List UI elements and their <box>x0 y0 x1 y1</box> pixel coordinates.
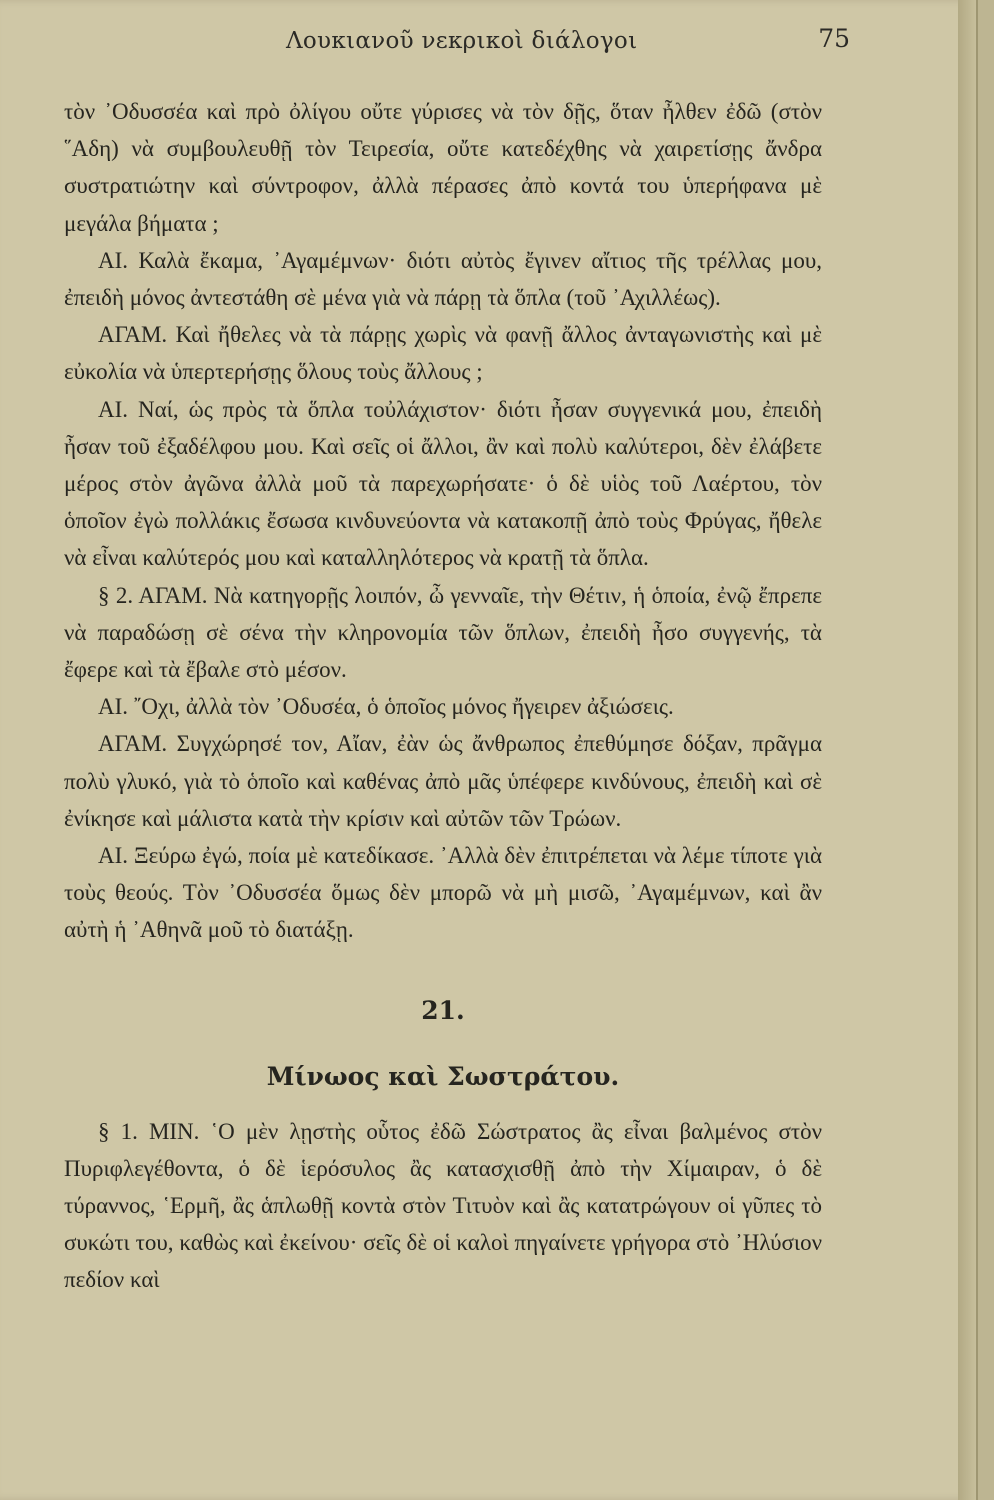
page-number: 75 <box>818 24 850 53</box>
running-title: Λουκιανοῦ νεκρικοὶ διάλογοι <box>286 28 638 54</box>
paragraph: τὸν ᾿Οδυσσέα καὶ πρὸ ὀλίγου οὔτε γύρισες νὰ τὸν δῇς, ὅταν ἦλθεν ἐδῶ (στὸν ῞Αδη) νὰ συμβουλευθῇ τὸν Τειρεσία, οὔτε κατεδέχθης νὰ χαιρετίσῃς ἄνδρα συστρατιώτην καὶ σύντροφον, ἀλλὰ πέρασες ἀπὸ κοντά του ὑπερήφανα μὲ μεγάλα βήματα ; <box>64 99 822 236</box>
paragraph: § 2. ΑΓΑΜ. Νὰ κατηγορῇς λοιπόν, ὦ γενναῖε, τὴν Θέτιν, ἡ ὁποία, ἐνῷ ἔπρεπε νὰ παραδώσῃ σὲ σένα τὴν κληρονομία τῶν ὅπλων, ἐπειδὴ ἦσο συγγενής, τὰ ἔφερε καὶ τὰ ἔβαλε στὸ μέσον. <box>64 582 822 683</box>
running-header <box>60 20 850 60</box>
paragraph: ΑΓΑΜ. Καὶ ἤθελες νὰ τὰ πάρῃς χωρὶς νὰ φανῇ ἄλλος ἀνταγωνιστὴς καὶ μὲ εὐκολία νὰ ὑπερτερήσῃς ὅλους τοὺς ἄλλους ; <box>64 322 822 385</box>
paragraph: ΑΓΑΜ. Συγχώρησέ τον, Αἴαν, ἐὰν ὡς ἄνθρωπος ἐπεθύμησε δόξαν, πρᾶγμα πολὺ γλυκό, γιὰ τὸ ὁποῖο καὶ καθένας ἀπὸ μᾶς ὑπέφερε κινδύνους, ἐπειδὴ καὶ σὲ ἐνίκησε καὶ μάλιστα κατὰ τὴν κρίσιν καὶ αὐτῶν τῶν Τρώων. <box>64 731 822 831</box>
page-edge <box>958 0 976 1500</box>
paragraph: ΑΙ. Ναί, ὡς πρὸς τὰ ὅπλα τοὐλάχιστον· διότι ἦσαν συγγενικά μου, ἐπειδὴ ἦσαν τοῦ ἐξαδέλφου μου. Καὶ σεῖς οἱ ἄλλοι, ἂν καὶ πολὺ καλύτεροι, δὲν ἐλάβετε μέρος στὸν ἀγῶνα ἀλλὰ μοῦ τὰ παρεχωρήσατε· ὁ δὲ υἱὸς τοῦ Λαέρτου, τὸν ὁποῖον ἐγὼ πολλάκις ἔσωσα κινδυνεύοντα νὰ κατακοπῇ ἀπὸ τοὺς Φρύγας, ἤθελε νὰ εἶναι καλύτερός μου καὶ καταλληλότερος νὰ κρατῇ τὰ ὅπλα. <box>64 396 822 571</box>
paragraph: ΑΙ. ῎Οχι, ἀλλὰ τὸν ᾿Οδυσέα, ὁ ὁποῖος μόνος ἤγειρεν ἀξιώσεις. <box>98 694 674 720</box>
page-body <box>64 93 822 1299</box>
paragraph: ΑΙ. Ξεύρω ἐγώ, ποία μὲ κατεδίκασε. ᾿Αλλὰ δὲν ἐπιτρέπεται νὰ λέμε τίποτε γιὰ τοὺς θεούς. Τὸν ᾿Οδυσσέα ὅμως δὲν μπορῶ νὰ μὴ μισῶ, ᾿Αγαμέμνων, καὶ ἂν αὐτὴ ἡ ᾿Αθηνᾶ μοῦ τὸ διατάξῃ. <box>64 843 822 943</box>
section-number: 21. <box>421 995 465 1025</box>
paragraph: ΑΙ. Καλὰ ἔκαμα, ᾿Αγαμέμνων· διότι αὐτὸς ἔγινεν αἴτιος τῆς τρέλλας μου, ἐπειδὴ μόνος ἀντεστάθη σὲ μένα γιὰ νὰ πάρῃ τὰ ὅπλα (τοῦ ᾿Αχιλλέως). <box>64 247 822 311</box>
paragraph: § 1. ΜΙΝ. ῾Ο μὲν λῃστὴς οὗτος ἐδῶ Σώστρατος ἂς εἶναι βαλμένος στὸν Πυριφλεγέθοντα, ὁ δὲ ἱερόσυλος ἂς κατασχισθῇ ἀπὸ τὴν Χίμαιραν, ὁ δὲ τύραννος, ῾Ερμῆ, ἂς ἁπλωθῇ κοντὰ στὸν Τιτυὸν καὶ ἂς κατατρώγουν οἱ γῦπες τὸ συκώτι του, καθὼς καὶ ἐκείνου· σεῖς δὲ οἱ καλοὶ πηγαίνετε γρήγορα στὸ ᾿Ηλύσιον πεδίον καὶ <box>64 1118 822 1293</box>
section-heading: Μίνωος καὶ Σωστράτου. <box>266 1061 620 1091</box>
